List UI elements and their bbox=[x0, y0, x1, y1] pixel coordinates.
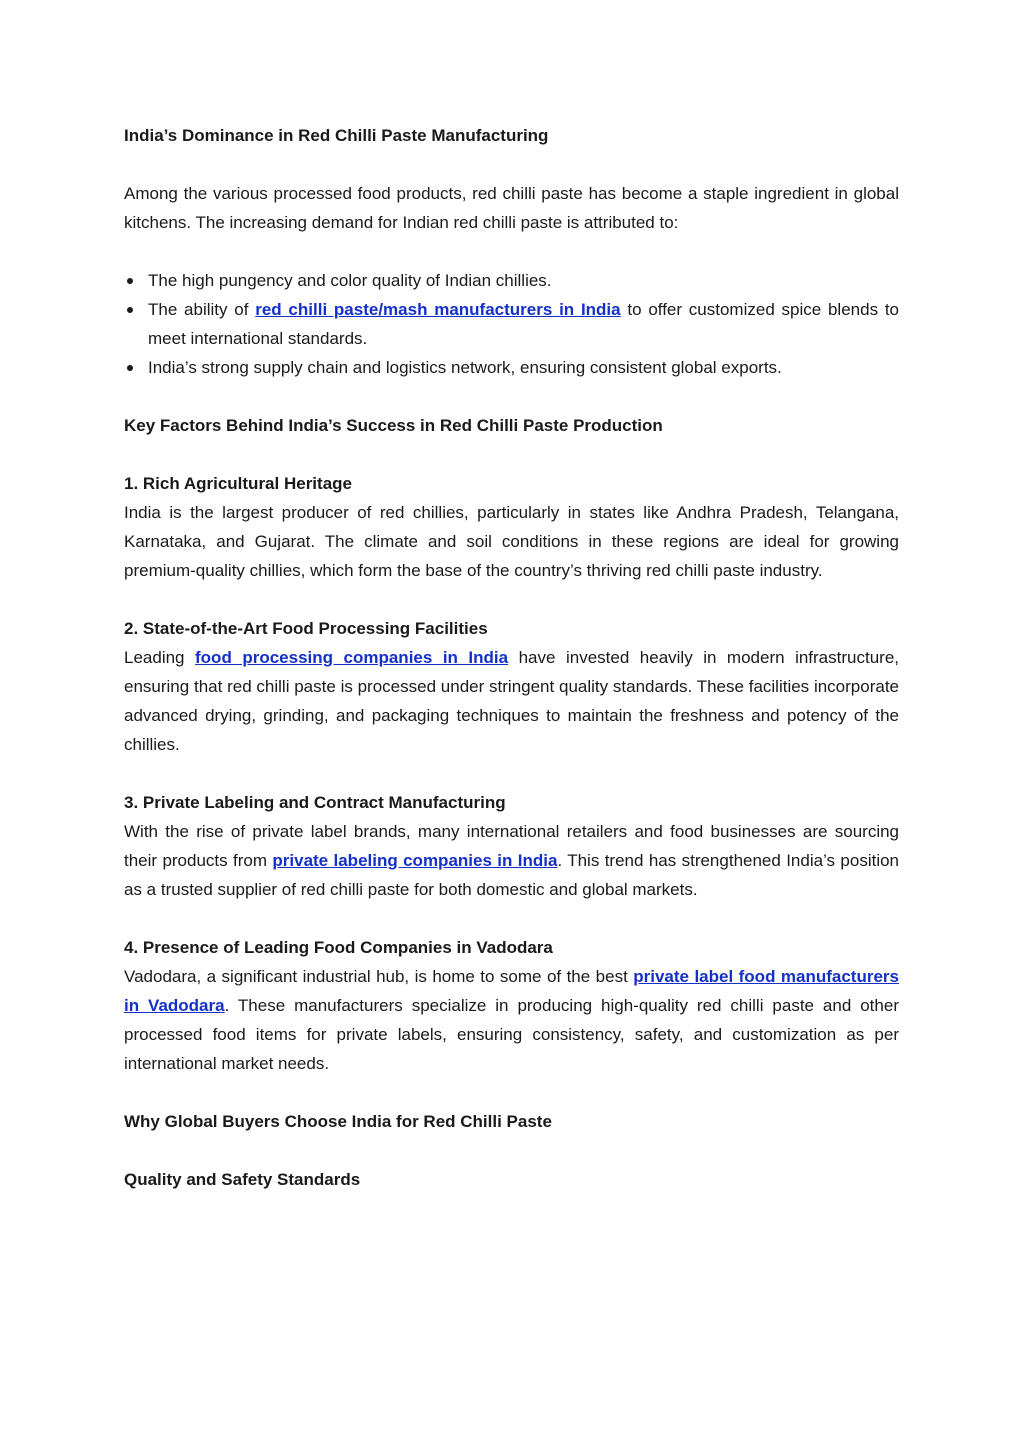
factor4-paragraph bbox=[124, 962, 899, 1078]
red-chilli-paste-manufacturers-link[interactable]: red chilli paste/mash manufacturers in India bbox=[255, 300, 621, 319]
paragraph-text: Leading bbox=[124, 648, 196, 667]
bullet-item-supply-chain: India’s strong supply chain and logistics network, ensuring consistent global exports. bbox=[148, 353, 899, 382]
bullet-text: to offer customized spice blends to meet international standards. bbox=[148, 300, 900, 348]
bullet-text: The ability of bbox=[148, 300, 256, 319]
factor2-paragraph bbox=[124, 643, 899, 759]
key-factors-heading: Key Factors Behind India’s Success in Red Chilli Paste Production bbox=[124, 416, 663, 435]
bullet-item-manufacturers bbox=[148, 295, 899, 353]
factor1-paragraph: India is the largest producer of red chillies, particularly in states like Andhra Pradesh, Telangana, Karnataka, and Gujarat. The climate and soil conditions in these regions are ideal for growing premium-quality chillies, which form the base of the country’s thriving red chilli paste industry. bbox=[124, 503, 899, 580]
bullet-list bbox=[124, 266, 899, 382]
why-buyers-heading: Why Global Buyers Choose India for Red Chilli Paste bbox=[124, 1112, 552, 1131]
factor2-heading: 2. State-of-the-Art Food Processing Facilities bbox=[124, 619, 488, 638]
paragraph-text: Vadodara, a significant industrial hub, is home to some of the best bbox=[124, 967, 634, 986]
private-labeling-companies-link[interactable]: private labeling companies in India bbox=[272, 851, 558, 870]
paragraph-text: have invested heavily in modern infrastructure, ensuring that red chilli paste is processed under stringent quality standards. These facilities incorporate advanced drying, grinding, and packaging techniques to maintain the freshness and potency of the chillies. bbox=[124, 648, 899, 754]
paragraph-text: With the rise of private label brands, many international retailers and food businesses are sourcing their products from bbox=[124, 822, 899, 870]
document-page bbox=[124, 121, 899, 1194]
quality-safety-heading: Quality and Safety Standards bbox=[124, 1170, 361, 1189]
private-label-food-manufacturers-link[interactable]: private label food manufacturers in Vadodara bbox=[124, 967, 899, 1015]
factor3-paragraph bbox=[124, 817, 899, 904]
document-title: India’s Dominance in Red Chilli Paste Manufacturing bbox=[124, 126, 549, 145]
factor3-heading: 3. Private Labeling and Contract Manufacturing bbox=[124, 793, 506, 812]
paragraph-text: . This trend has strengthened India’s position as a trusted supplier of red chilli paste for both domestic and global markets. bbox=[124, 851, 900, 899]
intro-paragraph: Among the various processed food products, red chilli paste has become a staple ingredient in global kitchens. The increasing demand for Indian red chilli paste is attributed to: bbox=[124, 184, 899, 232]
bullet-item-pungency: The high pungency and color quality of Indian chillies. bbox=[148, 266, 899, 295]
food-processing-companies-link[interactable]: food processing companies in India bbox=[195, 648, 509, 667]
factor4-heading: 4. Presence of Leading Food Companies in Vadodara bbox=[124, 938, 553, 957]
paragraph-text: . These manufacturers specialize in producing high-quality red chilli paste and other processed food items for private labels, ensuring consistency, safety, and customization as per international market needs. bbox=[124, 996, 899, 1073]
factor1-heading: 1. Rich Agricultural Heritage bbox=[124, 474, 352, 493]
